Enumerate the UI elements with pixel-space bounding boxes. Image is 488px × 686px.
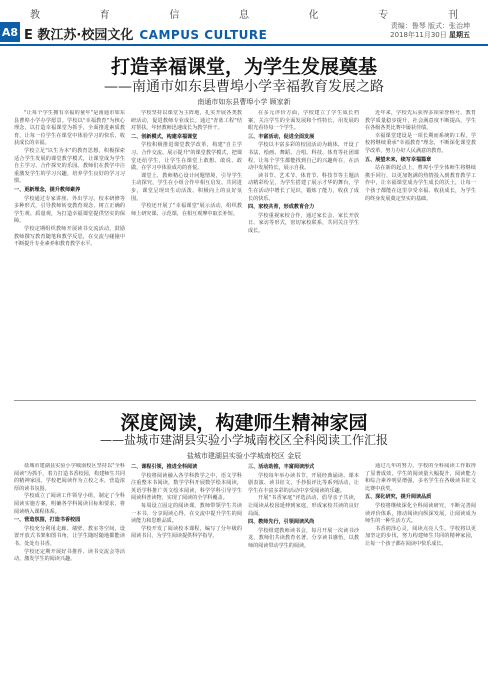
section-subheading: 二、创新模式，构建幸福课堂 — [131, 133, 198, 140]
text-column — [248, 110, 359, 392]
article1-byline: 南通市如东县曹埠小学 顾家新 — [197, 98, 291, 106]
body-paragraph: 学校还开展了"幸福课堂"展示活动，组织教师上研究课、示范课，在相互观摩中取长补短。 — [131, 203, 242, 217]
article1-body — [14, 110, 476, 392]
text-column — [131, 463, 242, 681]
section-subheading: 一、营造氛围，打造书香校园 — [14, 517, 81, 524]
body-paragraph: 学校还定期开展好书推荐、读书交流会等活动，激发学生的阅读兴趣。 — [14, 548, 125, 563]
body-paragraph: 通过几年的努力，学校的全科阅读工作取得了显著成效，学生的阅读量大幅提升，阅读能力和综合素养明显增强，多名学生在各级读书征文比赛中获奖。 — [365, 463, 476, 492]
editor-credit: 责编：鲁琴 版式：张治坤 — [390, 22, 470, 30]
masthead — [0, 22, 488, 44]
article1-headline: 打造幸福课堂，为学生发展奠基 — [110, 56, 377, 78]
article2-headline: 深度阅读，构建师生精神家园 — [120, 412, 368, 434]
section-title-en: CAMPUS CULTURE — [139, 28, 268, 42]
tagline-char: 刊 — [447, 10, 460, 21]
body-paragraph: 站在新的起点上，曹埠小学全体师生将继续携手同行，以更加饱满的热情投入到教育教学工作中，让幸福课堂成为学生成长的沃土，让每一个孩子都能在这里享受幸福、收获成长，为学生的终身发展奠定坚实的基础。 — [365, 165, 476, 202]
body-paragraph: 学校开发了阅读校本课程，编写了分年级的阅读书目，为学生阅读提供科学指导。 — [131, 525, 242, 540]
article2-body — [14, 463, 476, 681]
body-paragraph: 学校每年举办读书节，开展经典诵读、课本剧表演、读书征文、手抄报评比等系列活动，让学生在丰富多彩的活动中享受阅读的乐趣。 — [248, 472, 359, 494]
tagline-char: 育 — [99, 10, 112, 21]
section-subheading: 三、活动助推，丰富阅读形式 — [248, 464, 315, 470]
body-paragraph: 学校重视家校合作，通过家长会、家长开放日、家访等形式，密切家校联系，共同关注学生成长。 — [248, 212, 359, 234]
body-paragraph: 学校充分利用走廊、墙壁、教室等空间，设置开放式书架和图书角，让学生随时随地都能读书，处处有书香。 — [14, 525, 125, 547]
section-title-cn: E 教江苏·校园文化 — [24, 28, 134, 43]
body-paragraph: 学校组建教师读书会，每月开展一次读书沙龙，教师们共读教育名著，分享读书感悟，以教师的阅读带动学生的阅读。 — [248, 527, 359, 549]
article1-subheadline: ——南通市如东县曹埠小学幸福教育发展之路 — [104, 79, 384, 95]
text-column — [365, 463, 476, 681]
body-paragraph: 盐城市建湖县实验小学城南校区坚持以"全科阅读"为抓手，着力打造书香校园，构建师生共同的精神家园。学校把阅读作为立校之本，营造浓厚的读书氛围。 — [14, 463, 125, 492]
body-paragraph: 学校将阅读融入各学科教学之中，语文学科注重整本书阅读，数学学科开展数学绘本阅读，英语学科推广英文绘本阅读，科学学科引导学生阅读科普读物，实现了阅读的全学科覆盖。 — [131, 472, 242, 502]
body-paragraph: 学校以丰富多彩的校园活动为载体，开设了书法、绘画、舞蹈、合唱、科技、体育等社团课程，让每个学生都能找到自己的兴趣所在，在活动中发展特长，展示自我。 — [248, 142, 359, 172]
body-paragraph: 学校积极推进课堂教学改革，构建"自主学习、合作交流、展示提升"的课堂教学模式，把课堂还给学生，让学生在课堂上敢想、敢说、敢做，在学习中体验成功的喜悦。 — [131, 142, 242, 172]
article2-subheadline: ——盐城市建湖县实验小学城南校区全科阅读工作汇报 — [99, 433, 388, 447]
body-paragraph: 学校立足"以生为本"的教育思想，积极探索适合学生发展的课堂教学模式，让课堂成为学生自主学习、合作探究的乐园。教师们在教学中注重激发学生的学习兴趣，培养学生良好的学习习惯。 — [14, 147, 125, 185]
tagline-char: 专 — [378, 10, 391, 21]
body-paragraph: 学校成立了阅读工作领导小组，制定了全科阅读实施方案，明确各学科阅读目标和要求，将阅读纳入课程体系。 — [14, 493, 125, 515]
section-subheading: 二、课程引领，推进全科阅读 — [131, 464, 198, 470]
body-paragraph: 近年来，学校先后获得多项荣誉称号，教育教学质量稳步提升，社会满意度不断提高，学生在各级各类比赛中屡获佳绩。 — [365, 110, 476, 132]
text-column — [365, 110, 476, 392]
section-subheading: 四、教师先行，引领阅读风尚 — [248, 519, 315, 526]
issue-weekday: 星期五 — [449, 31, 470, 39]
section-subheading: 一、更新理念，提升教师素养 — [14, 186, 81, 193]
body-paragraph: 读书节、艺术节、体育节、科技节等主题活动精彩纷呈，为学生搭建了展示才华的舞台，学生在活动中增长了见识，锻炼了能力，收获了成长的快乐。 — [248, 172, 359, 202]
text-column — [131, 110, 242, 392]
text-column — [14, 463, 125, 681]
section-subheading: 五、深化研究，提升阅读品质 — [365, 494, 432, 501]
section-subheading: 四、家校共育，形成教育合力 — [248, 204, 315, 211]
text-column — [248, 463, 359, 681]
body-paragraph: 在多元评价方面，学校建立了学生成长档案，关注学生的全面发展和个性特长，用发展的眼光看待每一个学生。 — [248, 110, 359, 132]
body-paragraph: 课堂上，教师精心设计问题情境，引导学生主动探究，学生在小组合作中相互启发、共同进步，课堂呈现出生动活泼、积极向上的良好氛围。 — [131, 172, 242, 202]
tagline-char: 信 — [169, 10, 182, 21]
tagline-char: 教 — [30, 10, 42, 21]
issue-date: 2018年11月30日 — [390, 31, 447, 39]
edition-meta — [390, 22, 470, 40]
body-paragraph: 学校定期组织教师开展读书交流活动，鼓励教师撰写教育随笔和教学反思，在交流与碰撞中不断提升专业素养和教育教学水平。 — [14, 225, 125, 248]
section-subheading: 三、丰富活动，促进全面发展 — [248, 133, 315, 140]
text-column — [14, 110, 125, 392]
body-paragraph: 学校坚持以课堂为主阵地，扎实开展各类教研活动，促进教师专业成长。通过"青蓝工程"结对帮扶，年轻教师迅速成长为教学骨干。 — [131, 110, 242, 132]
body-paragraph: 学校通过专家讲座、外出学习、校本研修等多种形式，引导教师转变教育观念，树立正确的学生观、质量观，为打造幸福课堂提供坚实的保障。 — [14, 195, 125, 225]
section-subheading: 五、展望未来，续写幸福篇章 — [365, 156, 432, 163]
section-title — [24, 24, 267, 43]
body-paragraph: 书香润泽心灵，阅读点亮人生。学校将以更加坚定的步伐，努力构建师生共同的精神家园，让每一个孩子都在阅读中快乐成长。 — [365, 525, 476, 547]
body-paragraph: "让每个学生拥有幸福的童年"是南通市如东县曹埠小学办学愿景。学校以"幸福教育"为核心理念，以打造幸福课堂为抓手，全面推进素质教育，让每一位学生在课堂中体验学习的快乐，收获成长的幸福。 — [14, 110, 125, 147]
body-paragraph: 学校将继续深化全科阅读研究，不断完善阅读评价体系，推动阅读向纵深发展，让阅读成为师生的一种生活方式。 — [365, 502, 476, 525]
article-divider — [14, 400, 476, 401]
masthead-tagline — [30, 6, 460, 21]
tagline-char: 息 — [238, 10, 251, 21]
masthead-rule — [0, 44, 488, 46]
tagline-char: 化 — [308, 10, 321, 21]
article2-byline: 盐城市建湖县实验小学城南校区 金辰 — [186, 452, 302, 460]
edition-badge: A8 — [0, 22, 20, 42]
body-paragraph: 每周设立固定的阅读课，教师带领学生共读一本书，分享阅读心得，在交流中提升学生的阅读能力和思维品质。 — [131, 502, 242, 525]
body-paragraph: 开展"书香家庭"评选活动，倡导亲子共读，让阅读从校园延伸到家庭，形成家校共读的良好局面。 — [248, 495, 359, 517]
issue-date-line — [390, 31, 470, 40]
body-paragraph: 幸福课堂建设是一项长期而系统的工程。学校将继续秉承"幸福教育"理念，不断深化课堂教学改革，努力办好人民满意的教育。 — [365, 132, 476, 154]
